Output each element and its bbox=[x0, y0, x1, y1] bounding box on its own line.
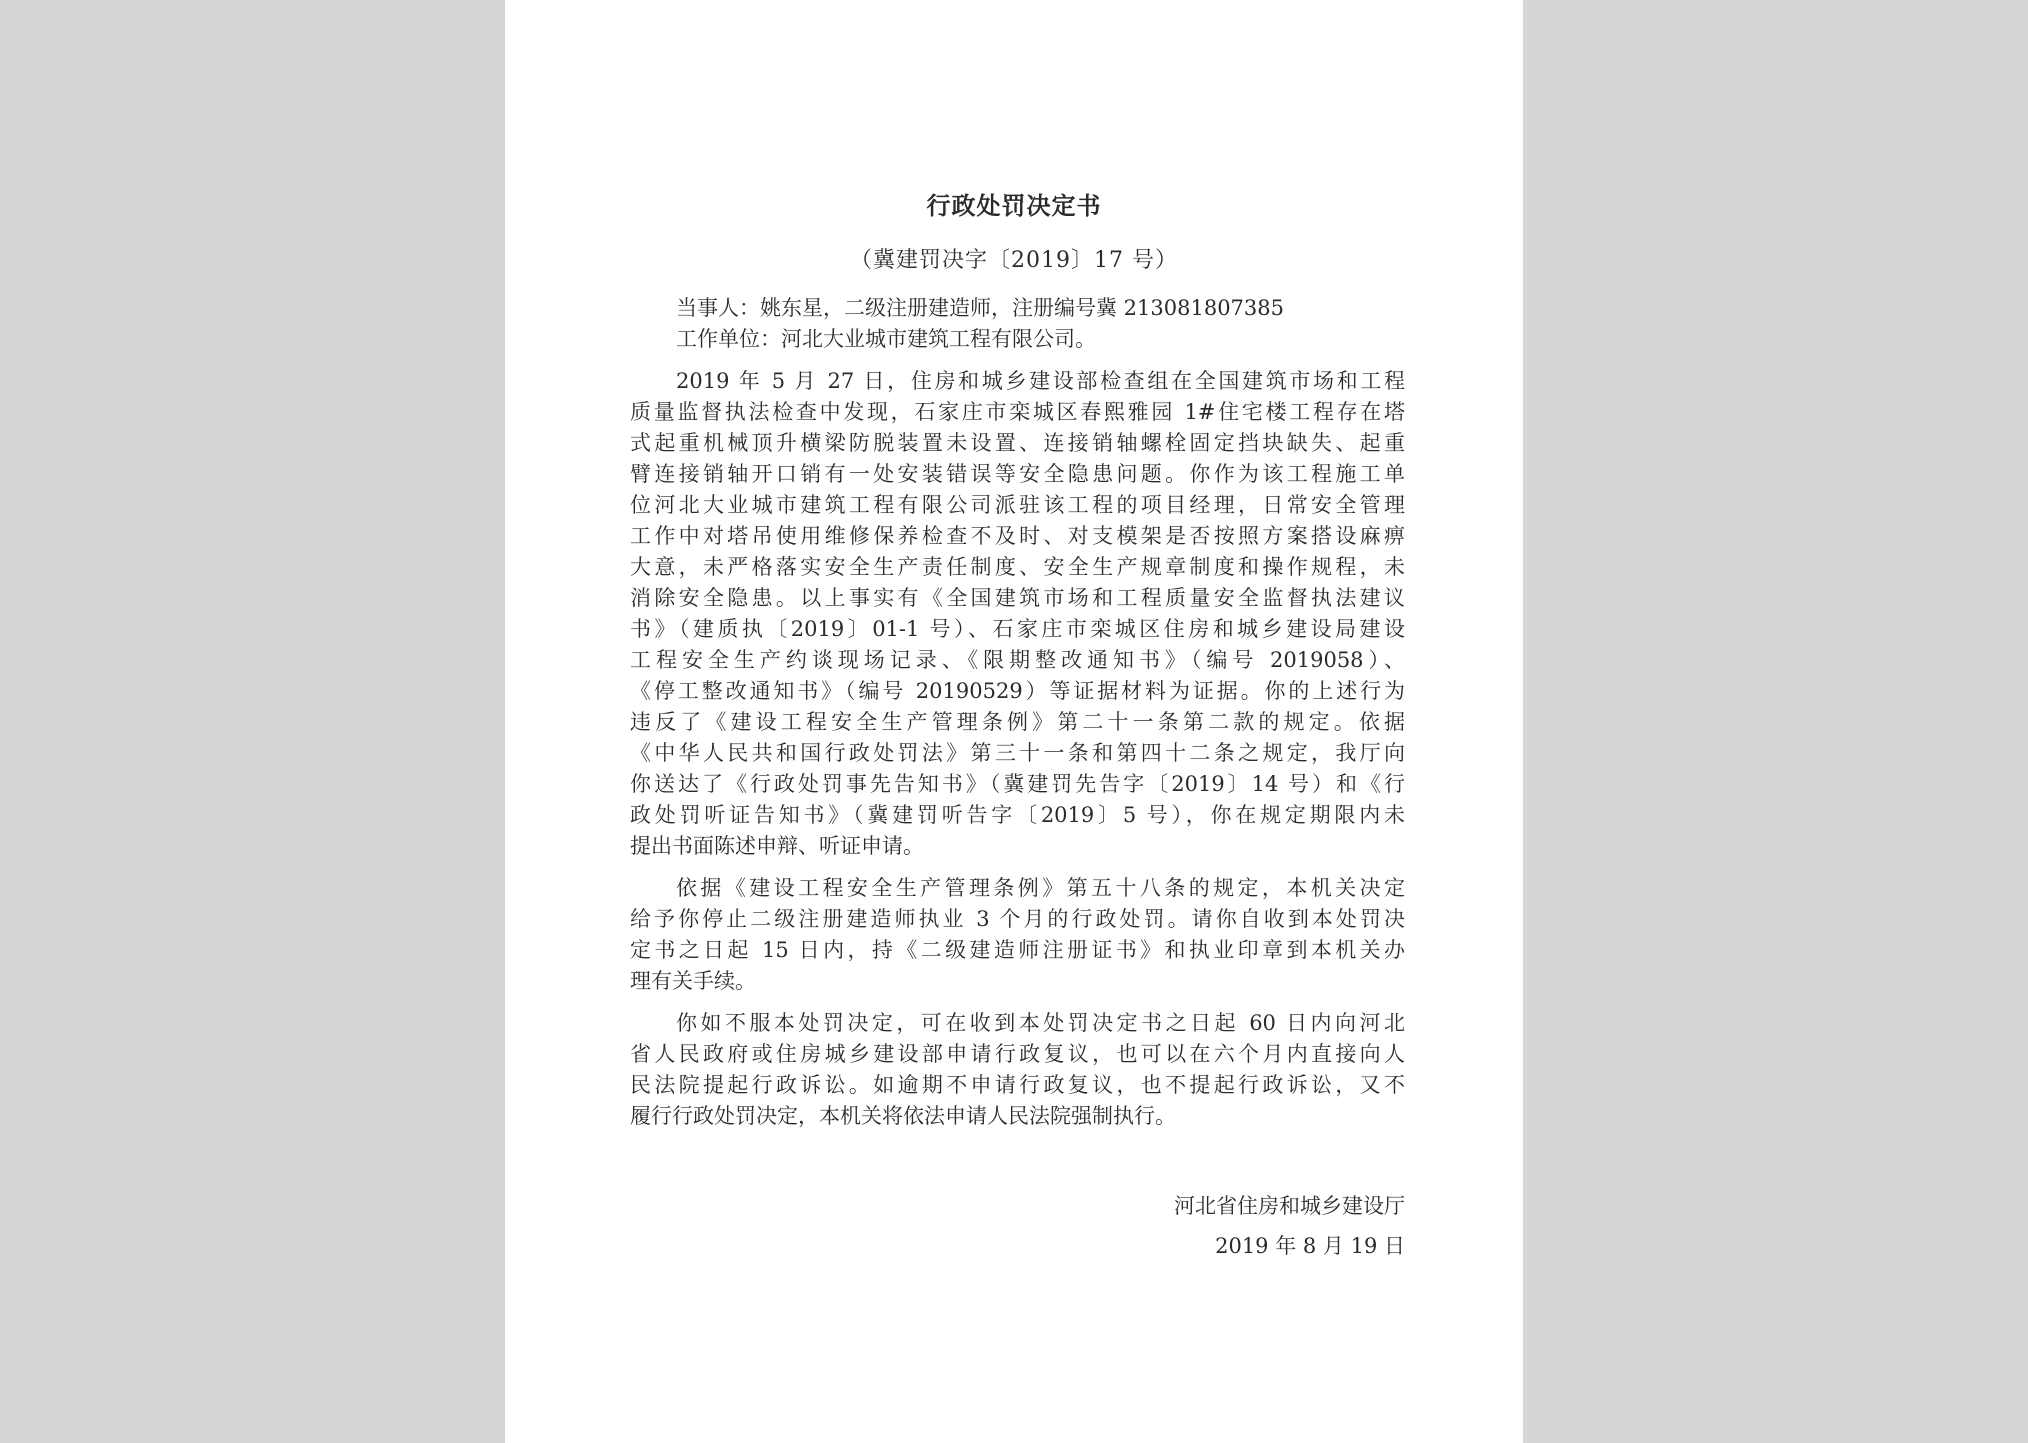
paragraph-line: 省人民政府或住房城乡建设部申请行政复议，也可以在六个月内直接向人 bbox=[630, 1042, 1405, 1066]
paragraph-line: 提出书面陈述申辩、听证申请。 bbox=[630, 834, 924, 858]
paragraph-line: 消除安全隐患。以上事实有《全国建筑市场和工程质量安全监督执法建议 bbox=[630, 586, 1405, 610]
paragraph-decision bbox=[630, 873, 1405, 997]
paragraph-line: 工作中对塔吊使用维修保养检查不及时、对支模架是否按照方案搭设麻痹 bbox=[630, 524, 1405, 548]
document-number: （冀建罚决字〔2019〕17 号） bbox=[850, 248, 1178, 273]
party-line: 当事人：姚东星，二级注册建造师，注册编号冀 213081807385 bbox=[676, 296, 1285, 320]
paragraph-appeal bbox=[630, 1008, 1405, 1132]
paragraph-line: 你如不服本处罚决定，可在收到本处罚决定书之日起 60 日内向河北 bbox=[676, 1011, 1405, 1035]
document-body bbox=[630, 293, 1405, 1132]
paragraph-line: 2019 年 5 月 27 日，住房和城乡建设部检查组在全国建筑市场和工程 bbox=[676, 369, 1405, 393]
paragraph-line: 工程安全生产约谈现场记录、《限期整改通知书》（编号 2019058）、 bbox=[630, 648, 1405, 672]
employer-line: 工作单位：河北大业城市建筑工程有限公司。 bbox=[676, 327, 1096, 351]
paragraph-line: 《停工整改通知书》（编号 20190529）等证据材料为证据。你的上述行为 bbox=[630, 679, 1405, 703]
paragraph-line: 政处罚听证告知书》（冀建罚听告字〔2019〕5 号），你在规定期限内未 bbox=[630, 803, 1405, 827]
paragraph-line: 你送达了《行政处罚事先告知书》（冀建罚先告字〔2019〕14 号）和《行 bbox=[630, 772, 1405, 796]
paragraph-line: 履行行政处罚决定，本机关将依法申请人民法院强制执行。 bbox=[630, 1104, 1176, 1128]
paragraph-line: 给予你停止二级注册建造师执业 3 个月的行政处罚。请你自收到本处罚决 bbox=[630, 907, 1405, 931]
paragraph-line: 臂连接销轴开口销有一处安装错误等安全隐患问题。你作为该工程施工单 bbox=[630, 462, 1405, 486]
paragraph-line: 依据《建设工程安全生产管理条例》第五十八条的规定，本机关决定 bbox=[676, 876, 1405, 900]
paragraph-line: 质量监督执法检查中发现，石家庄市栾城区春熙雅园 1#住宅楼工程存在塔 bbox=[630, 400, 1405, 424]
signature-organization: 河北省住房和城乡建设厅 bbox=[1174, 1194, 1405, 1218]
paragraph-line: 民法院提起行政诉讼。如逾期不申请行政复议，也不提起行政诉讼，又不 bbox=[630, 1073, 1405, 1097]
paragraph-facts bbox=[630, 366, 1405, 862]
paragraph-line: 式起重机械顶升横梁防脱装置未设置、连接销轴螺栓固定挡块缺失、起重 bbox=[630, 431, 1405, 455]
paragraph-line: 书》（建质执〔2019〕01-1 号）、石家庄市栾城区住房和城乡建设局建设 bbox=[630, 617, 1405, 641]
paragraph-line: 《中华人民共和国行政处罚法》第三十一条和第四十二条之规定，我厅向 bbox=[630, 741, 1405, 765]
paragraph-line: 大意，未严格落实安全生产责任制度、安全生产规章制度和操作规程，未 bbox=[630, 555, 1405, 579]
paragraph-line: 位河北大业城市建筑工程有限公司派驻该工程的项目经理，日常安全管理 bbox=[630, 493, 1405, 517]
signature-block bbox=[1174, 1186, 1405, 1266]
document-title: 行政处罚决定书 bbox=[926, 191, 1102, 220]
paragraph-line: 违反了《建设工程安全生产管理条例》第二十一条第二款的规定。依据 bbox=[630, 710, 1405, 734]
document-page bbox=[505, 0, 1523, 1443]
paragraph-line: 定书之日起 15 日内，持《二级建造师注册证书》和执业印章到本机关办 bbox=[630, 938, 1405, 962]
signature-date: 2019 年 8 月 19 日 bbox=[1215, 1234, 1405, 1258]
paragraph-line: 理有关手续。 bbox=[630, 969, 756, 993]
